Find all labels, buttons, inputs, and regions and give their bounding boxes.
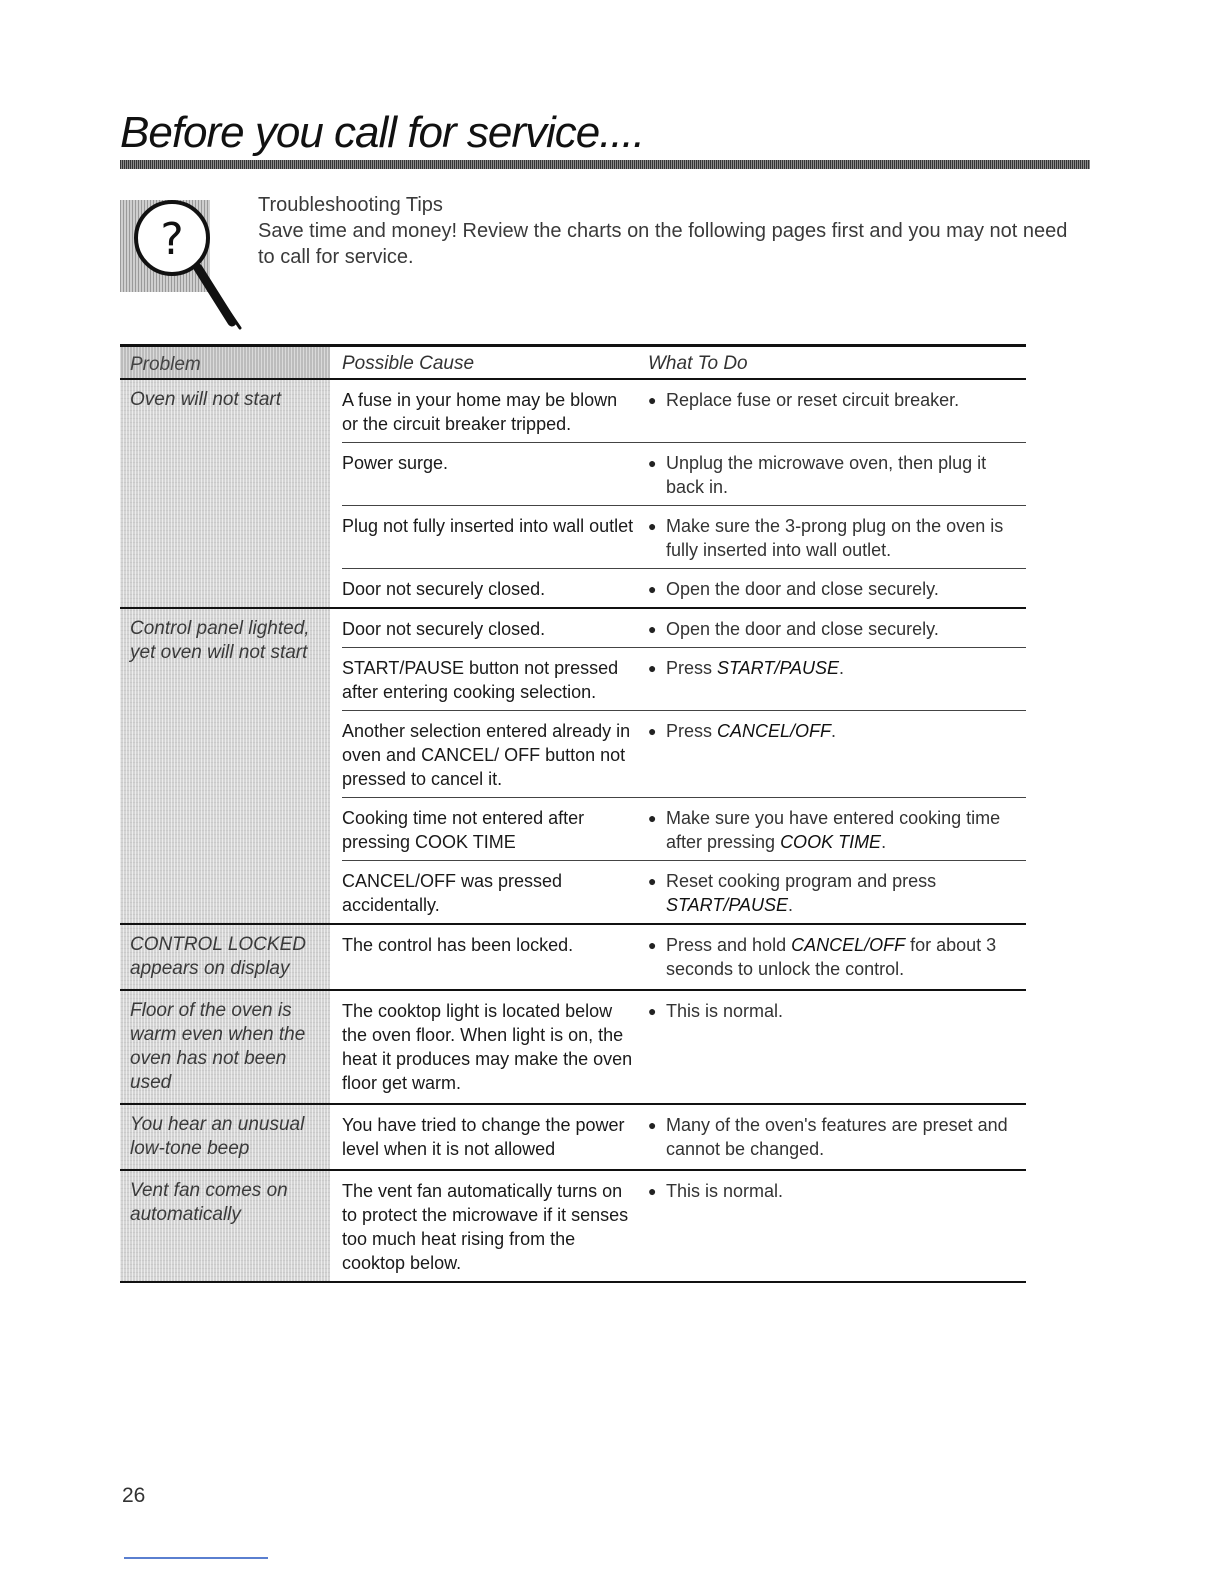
table-row (342, 1171, 1026, 1281)
todo-text-emphasis: COOK TIME (780, 832, 882, 852)
table-row (342, 861, 1026, 923)
table-row (342, 443, 1026, 506)
problem-label: Floor of the oven is warm even when the oven has not been used (120, 991, 330, 1103)
question-mark-magnifier-icon (120, 190, 250, 340)
todo-text (666, 869, 1026, 917)
bullet-icon: ● (648, 392, 657, 408)
table-row (342, 711, 1026, 798)
todo-text: This is normal. (666, 1181, 784, 1201)
table-row (342, 380, 1026, 443)
problem-group (120, 991, 1026, 1105)
cause-cell: The cooktop light is located below the oven floor. When light is on, the heat it produces may make the oven floor get warm. (342, 1001, 633, 1093)
todo-text-post: . (839, 658, 845, 678)
problem-label: You hear an unusual low-tone beep (120, 1105, 330, 1169)
cause-cell: Cooking time not entered after pressing COOK TIME (342, 808, 585, 852)
problem-group (120, 1105, 1026, 1171)
todo-text: This is normal. (666, 1001, 784, 1021)
todo-cell (648, 719, 1026, 791)
table-row (342, 1105, 1026, 1167)
bullet-icon: ● (648, 660, 657, 676)
bullet-icon: ● (648, 518, 657, 534)
troubleshooting-tips (258, 192, 1078, 270)
todo-text-emphasis: START/PAUSE (717, 658, 840, 678)
todo-text-pre: Press (666, 721, 718, 741)
todo-text-emphasis: CANCEL/OFF (717, 721, 832, 741)
todo-text (666, 933, 1026, 981)
todo-text-post: . (881, 832, 887, 852)
todo-text-pre: Press and hold (666, 935, 792, 955)
bullet-icon: ● (648, 621, 657, 637)
column-header-problem: Problem (120, 347, 330, 378)
cause-cell: Door not securely closed. (342, 579, 546, 599)
bullet-icon: ● (648, 1003, 657, 1019)
table-header (120, 344, 1026, 380)
bullet-icon: ● (648, 581, 657, 597)
table-row (342, 609, 1026, 648)
todo-text (666, 719, 1026, 791)
todo-text-pre: Reset cooking program and press (666, 871, 937, 891)
todo-cell (648, 617, 1026, 641)
todo-cell (648, 451, 1026, 499)
problem-group (120, 1171, 1026, 1283)
table-row (342, 925, 1026, 987)
bullet-icon: ● (648, 810, 657, 826)
cause-cell: Door not securely closed. (342, 619, 546, 639)
problem-group (120, 925, 1026, 991)
bullet-icon: ● (648, 1117, 657, 1133)
problem-group (120, 609, 1026, 925)
page-title: Before you call for service.... (120, 108, 645, 157)
todo-cell (648, 1113, 1026, 1161)
cause-cell: You have tried to change the power level when it is not allowed (342, 1115, 625, 1159)
todo-cell (648, 1179, 1026, 1275)
todo-cell (648, 388, 1026, 436)
todo-text: Make sure the 3-prong plug on the oven is fully inserted into wall outlet. (666, 516, 1004, 560)
cause-cell: CANCEL/OFF was pressed accidentally. (342, 871, 563, 915)
todo-text-emphasis: START/PAUSE (666, 895, 789, 915)
todo-cell (648, 514, 1026, 562)
todo-text (666, 806, 1026, 854)
cause-cell: Plug not fully inserted into wall outlet (342, 516, 634, 536)
bullet-icon: ● (648, 1183, 657, 1199)
cause-cell: Power surge. (342, 453, 449, 473)
todo-cell (648, 999, 1026, 1095)
footer-link-underline (124, 1557, 268, 1559)
problem-group (120, 380, 1026, 609)
table-row (342, 569, 1026, 607)
cause-cell: A fuse in your home may be blown or the circuit breaker tripped. (342, 390, 618, 434)
todo-text-emphasis: CANCEL/OFF (791, 935, 906, 955)
cause-cell: The control has been locked. (342, 935, 574, 955)
todo-text (666, 656, 1026, 704)
todo-text-pre: Press (666, 658, 718, 678)
cause-cell: START/PAUSE button not pressed after entering cooking selection. (342, 658, 619, 702)
problem-label: Control panel lighted, yet oven will not start (120, 609, 330, 923)
troubleshooting-table (120, 344, 1026, 1283)
todo-cell (648, 806, 1026, 854)
todo-cell (648, 577, 1026, 601)
column-header-todo: What To Do (648, 353, 748, 374)
table-row (342, 798, 1026, 861)
tips-body: Save time and money! Review the charts on the following pages first and you may not need to call for service. (258, 220, 1068, 268)
column-header-cause: Possible Cause (342, 353, 475, 374)
page-number: 26 (122, 1484, 146, 1507)
problem-label: Vent fan comes on automatically (120, 1171, 330, 1281)
todo-text-post: . (831, 721, 837, 741)
tips-heading: Troubleshooting Tips (258, 194, 443, 216)
problem-label: CONTROL LOCKED appears on display (120, 925, 330, 989)
bullet-icon: ● (648, 723, 657, 739)
todo-cell (648, 869, 1026, 917)
title-rule (120, 160, 1090, 169)
bullet-icon: ● (648, 937, 657, 953)
svg-text:?: ? (160, 214, 184, 265)
todo-text: Open the door and close securely. (666, 579, 939, 599)
todo-text: Unplug the microwave oven, then plug it back in. (666, 453, 987, 497)
cause-cell: Another selection entered already in oven and CANCEL/ OFF button not pressed to cancel it. (342, 721, 631, 789)
table-row (342, 648, 1026, 711)
todo-text: Replace fuse or reset circuit breaker. (666, 390, 960, 410)
todo-text-post: for about 3 seconds to unlock the control. (666, 935, 997, 979)
todo-text-post: . (788, 895, 794, 915)
problem-label: Oven will not start (120, 380, 330, 607)
table-row (342, 991, 1026, 1101)
bullet-icon: ● (648, 455, 657, 471)
todo-text-pre: Make sure you have entered cooking time after pressing (666, 808, 1001, 852)
todo-text: Many of the oven's features are preset and cannot be changed. (666, 1115, 1008, 1159)
cause-cell: The vent fan automatically turns on to protect the microwave if it senses too much heat rising from the cooktop below. (342, 1181, 629, 1273)
bullet-icon: ● (648, 873, 657, 889)
todo-cell (648, 933, 1026, 981)
table-row (342, 506, 1026, 569)
todo-text: Open the door and close securely. (666, 619, 939, 639)
todo-cell (648, 656, 1026, 704)
